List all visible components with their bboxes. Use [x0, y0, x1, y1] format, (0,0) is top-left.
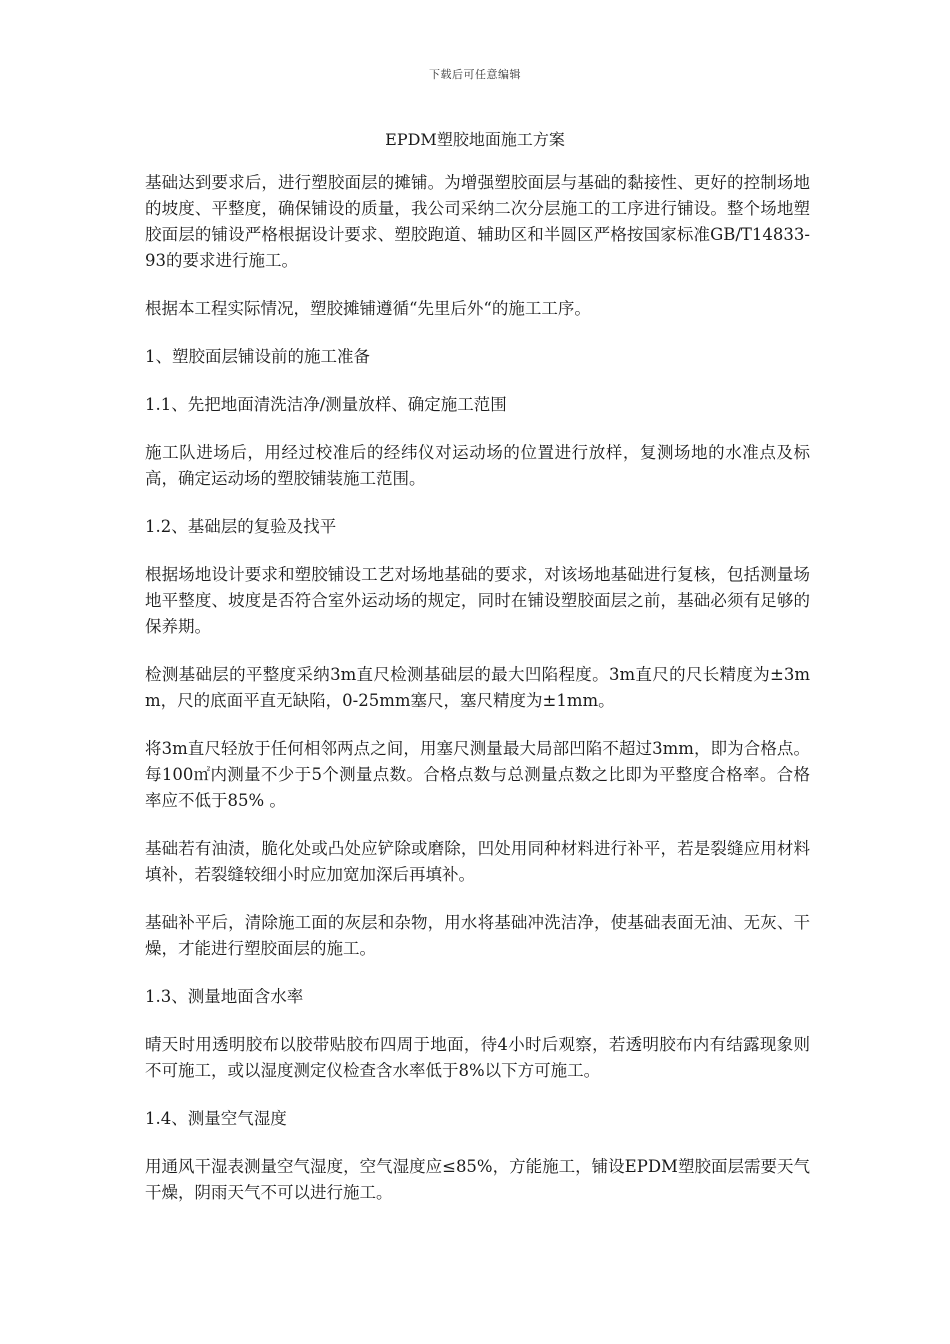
- paragraph: 根据本工程实际情况，塑胶摊铺遵循“先里后外“的施工工序。: [145, 299, 591, 318]
- paragraph: 基础补平后，清除施工面的灰层和杂物，用水将基础冲洗洁净，使基础表面无油、无灰、干燥，才能进行塑胶面层的施工。: [145, 913, 810, 958]
- paragraph: 施工队进场后，用经过校准后的经纬仪对运动场的位置进行放样，复测场地的水准点及标高，确定运动场的塑胶铺装施工范围。: [145, 443, 810, 488]
- section-heading: 1、塑胶面层铺设前的施工准备: [145, 347, 370, 366]
- paragraph: 基础达到要求后，进行塑胶面层的摊铺。为增强塑胶面层与基础的黏接性、更好的控制场地的坡度、平整度，确保铺设的质量，我公司采纳二次分层施工的工序进行铺设。整个场地塑胶面层的铺设严格根据设计要求、塑胶跑道、辅助区和半圆区严格按国家标准GB/T14833-93的要求进行施工。: [145, 173, 810, 270]
- header-note: 下载后可任意编辑: [429, 68, 521, 81]
- subsection-heading: 1.4、测量空气湿度: [145, 1109, 287, 1128]
- paragraph: 基础若有油渍，脆化处或凸处应铲除或磨除，凹处用同种材料进行补平，若是裂缝应用材料填补，若裂缝较细小时应加宽加深后再填补。: [145, 839, 810, 884]
- paragraph: 检测基础层的平整度采纳3m直尺检测基础层的最大凹陷程度。3m直尺的尺长精度为±3mm，尺的底面平直无缺陷，0-25mm塞尺，塞尺精度为±1mm。: [145, 665, 810, 710]
- document-title: EPDM塑胶地面施工方案: [385, 130, 565, 149]
- paragraph: 用通风干湿表测量空气湿度，空气湿度应≤85%，方能施工，铺设EPDM塑胶面层需要天气干燥，阴雨天气不可以进行施工。: [145, 1157, 810, 1202]
- paragraph: 将3m直尺轻放于任何相邻两点之间，用塞尺测量最大局部凹陷不超过3mm，即为合格点。每100㎡内测量不少于5个测量点数。合格点数与总测量点数之比即为平整度合格率。合格率应不低于85% 。: [145, 739, 810, 810]
- paragraph: 晴天时用透明胶布以胶带贴胶布四周于地面，待4小时后观察，若透明胶布内有结露现象则不可施工，或以湿度测定仪检查含水率低于8%以下方可施工。: [145, 1035, 810, 1080]
- subsection-heading: 1.2、基础层的复验及找平: [145, 517, 337, 536]
- document-body: [145, 170, 810, 1228]
- subsection-heading: 1.1、先把地面清洗洁净/测量放样、确定施工范围: [145, 395, 507, 414]
- paragraph: 根据场地设计要求和塑胶铺设工艺对场地基础的要求，对该场地基础进行复核，包括测量场地平整度、坡度是否符合室外运动场的规定，同时在铺设塑胶面层之前，基础必须有足够的保养期。: [145, 565, 810, 636]
- subsection-heading: 1.3、测量地面含水率: [145, 987, 304, 1006]
